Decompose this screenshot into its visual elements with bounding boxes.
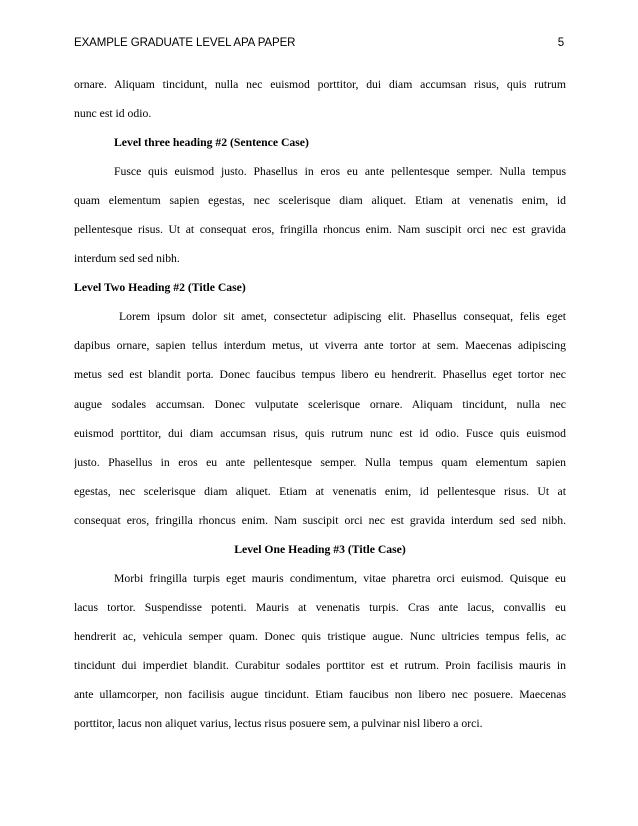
- paragraph-line: metus sed est blandit porta. Donec faucibus tempus libero eu hendrerit. Phasellus eget tortor nec: [74, 368, 566, 382]
- paragraph-line: egestas, nec scelerisque diam aliquet. Etiam at venenatis enim, id pellentesque risus. Ut at: [74, 484, 566, 498]
- running-head: [74, 37, 564, 53]
- paragraph-line: lacus tortor. Suspendisse potenti. Mauris at venenatis turpis. Cras ante lacus, convallis eu: [74, 600, 566, 614]
- heading-level-3: Level three heading #2 (Sentence Case): [114, 136, 309, 150]
- paragraph-line: justo. Phasellus in eros eu ante pellentesque semper. Nulla tempus quam elementum sapien: [74, 455, 566, 469]
- paragraph-line: Morbi fringilla turpis eget mauris condimentum, vitae pharetra orci euismod. Quisque eu: [114, 571, 566, 585]
- heading-level-1: Level One Heading #3 (Title Case): [234, 542, 406, 556]
- paragraph-line: augue sodales accumsan. Donec vulputate scelerisque ornare. Aliquam tincidunt, nulla nec: [74, 397, 566, 411]
- paragraph-line: nunc est id odio.: [74, 107, 152, 121]
- paragraph-line: Lorem ipsum dolor sit amet, consectetur adipiscing elit. Phasellus consequat, felis eget: [119, 310, 566, 324]
- paragraph-line: pellentesque risus. Ut at consequat eros, fringilla rhoncus enim. Nam suscipit orci nec est gravida: [74, 223, 566, 237]
- paragraph-line: quam elementum sapien egestas, nec scelerisque diam aliquet. Etiam at venenatis enim, id: [74, 194, 566, 208]
- paragraph-line: ornare. Aliquam tincidunt, nulla nec euismod porttitor, dui diam accumsan risus, quis rutrum: [74, 78, 566, 91]
- paragraph-line: euismod porttitor, dui diam accumsan risus, quis rutrum nunc est id odio. Fusce quis euismod: [74, 426, 566, 440]
- paper-body: [74, 70, 566, 738]
- paragraph-line: consequat eros, fringilla rhoncus enim. Nam suscipit orci nec est gravida interdum sed sed nibh.: [74, 513, 566, 527]
- running-head-title: EXAMPLE GRADUATE LEVEL APA PAPER: [74, 37, 296, 49]
- paragraph-line: dapibus ornare, sapien tellus interdum metus, ut viverra ante tortor at sem. Maecenas adipiscing: [74, 339, 566, 353]
- paragraph-line: porttitor, lacus non aliquet varius, lectus risus posuere sem, a pulvinar nisl libero a orci.: [74, 717, 483, 731]
- page-number: 5: [557, 37, 564, 49]
- heading-level-2: Level Two Heading #2 (Title Case): [74, 281, 246, 295]
- paragraph-line: tincidunt dui imperdiet blandit. Curabitur sodales porttitor est et rutrum. Proin facilisis mauris in: [74, 658, 566, 672]
- paragraph-line: Fusce quis euismod justo. Phasellus in eros eu ante pellentesque semper. Nulla tempus: [114, 165, 566, 179]
- paragraph-line: interdum sed sed nibh.: [74, 252, 180, 266]
- paragraph-line: ante ullamcorper, non facilisis augue tincidunt. Etiam faucibus non libero nec posuere. Maecenas: [74, 687, 566, 701]
- paragraph-line: hendrerit ac, vehicula semper quam. Donec quis tristique augue. Nunc ultricies tempus felis, ac: [74, 629, 566, 643]
